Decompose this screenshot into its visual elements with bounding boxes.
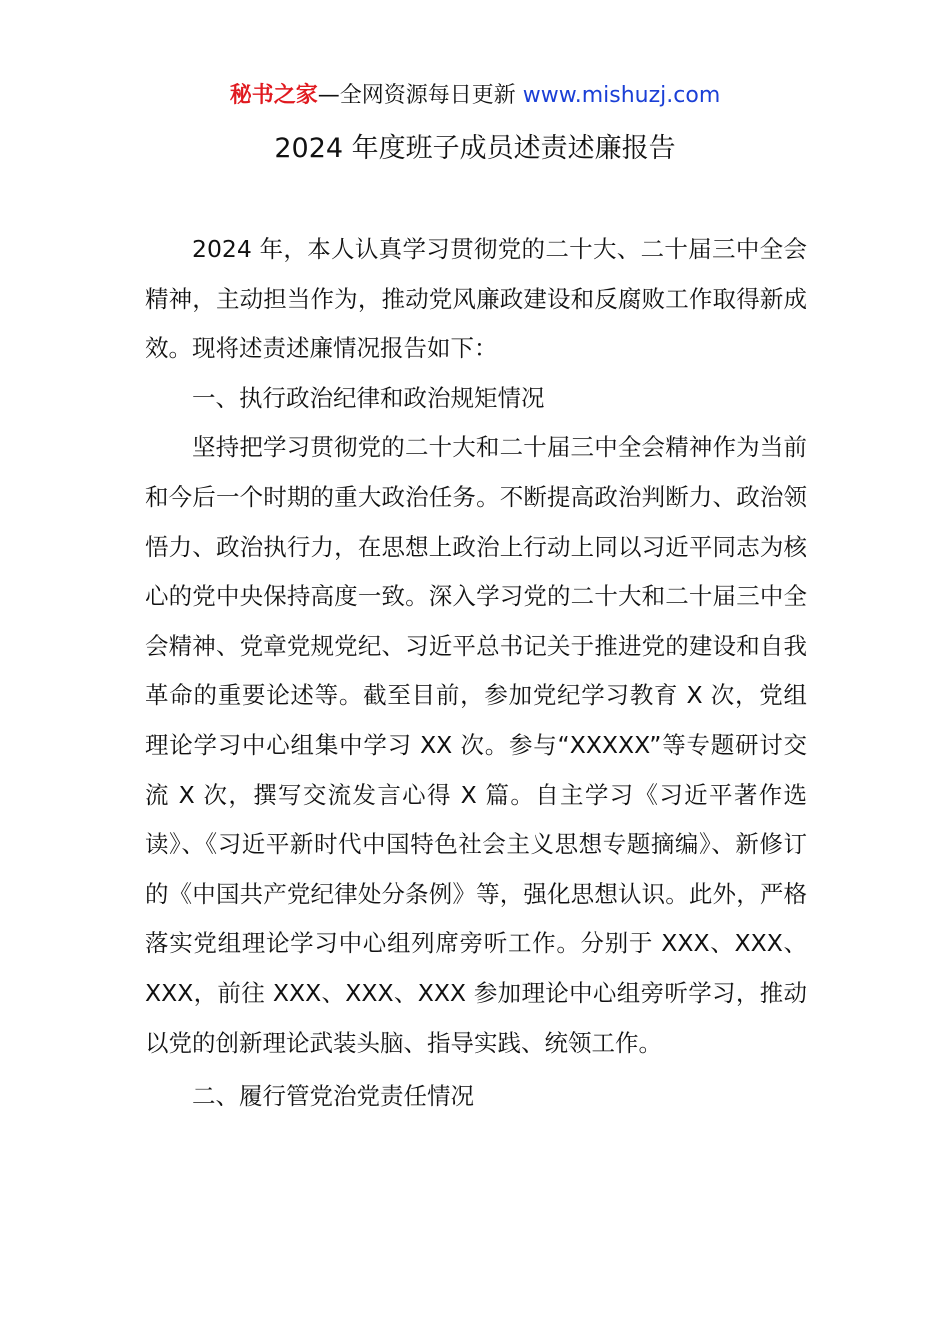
document-body (145, 225, 807, 1122)
section-2-heading: 二、履行管党治党责任情况 (192, 1082, 474, 1111)
intro-paragraph: 2024 年，本人认真学习贯彻党的二十大、二十届三中全会精神，主动担当作为，推动党风廉政建设和反腐败工作取得新成效。现将述责述廉情况报告如下： (145, 235, 807, 363)
brand-name: 秘书之家 (229, 83, 318, 108)
site-url-link[interactable]: www.mishuzj.com (522, 83, 721, 108)
section-1-heading: 一、执行政治纪律和政治规矩情况 (192, 383, 545, 412)
document-title: 2024 年度班子成员述责述廉报告 (274, 133, 676, 164)
header-tagline: —全网资源每日更新 (317, 83, 516, 108)
site-header (0, 80, 950, 112)
section-1-paragraph: 坚持把学习贯彻党的二十大和二十届三中全会精神作为当前和今后一个时期的重大政治任务。不断提高政治判断力、政治领悟力、政治执行力，在思想上政治上行动上同以习近平同志为核心的党中央保持高度一致。深入学习党的二十大和二十届三中全会精神、党章党规党纪、习近平总书记关于推进党的建设和自我革命的重要论述等。截至目前，参加党纪学习教育 X 次，党组理论学习中心组集中学习 XX 次。参与“XXXXX”等专题研讨交流 X 次，撰写交流发言心得 X 篇。自主学习《习近平著作选读》、《习近平新时代中国特色社会主义思想专题摘编》、新修订的《中国共产党纪律处分条例》等，强化思想认识。此外，严格落实党组理论学习中心组列席旁听工作。分别于 XXX、XXX、XXX，前往 XXX、XXX、XXX 参加理论中心组旁听学习，推动以党的创新理论武装头脑、指导实践、统领工作。 (145, 433, 807, 1057)
